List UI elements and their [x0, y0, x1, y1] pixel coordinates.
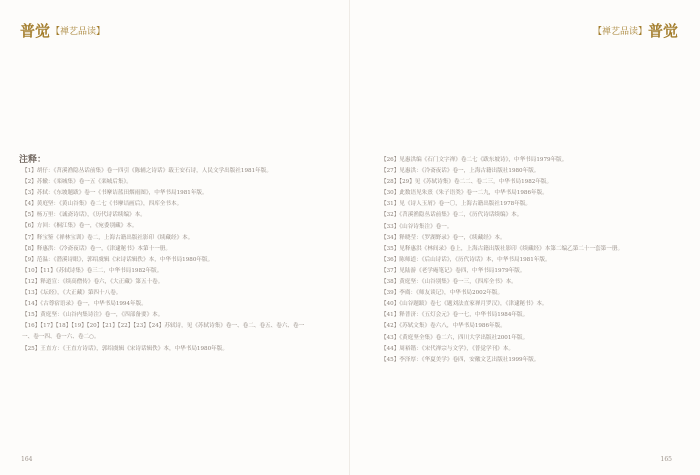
footnote-item: 【35】见释惠洪《林间录》卷上，上海古籍出版社影印《续藏经》本第二编乙第二十一套第一册。	[381, 245, 624, 252]
footnote-item: 【14】《古尊宿语录》卷一，中华书局1994年版。	[22, 301, 147, 308]
footnote-item: 【36】陈师道：《后山诗话》，《历代诗话》本，中华书局1981年版。	[381, 256, 551, 263]
footnote-item: 【41】释普济：《五灯会元》卷一七，中华书局1984年版。	[381, 312, 529, 319]
footnote-item: 【8】释惠洪：《冷斋夜话》卷一，《津逮秘书》本第十一册。	[22, 245, 171, 252]
footnote-item: 【25】王直方：《王直方诗话》，郭绍虞辑《宋诗话辑佚》本，中华书局1980年版。	[22, 345, 228, 352]
footnote-item: 【42】《苏轼文集》卷六八，中华书局1986年版。	[381, 323, 506, 330]
footnote-item: 【15】黄庭坚：《山谷内集诗注》卷一，《四部备要》本。	[22, 312, 164, 319]
footnote-item: 【40】《山谷题跋》卷七《题刘法直家禅月罗汉》，《津逮秘书》本。	[381, 301, 548, 308]
page-number: 164	[21, 456, 33, 463]
footnote-item: 【16】【17】【18】【19】【20】【21】【22】【23】【24】苏轼诗，见《苏轼诗集》卷一、卷二、卷五、卷六、卷一一、卷一四、卷一六、卷二○。	[22, 323, 305, 341]
footnote-item: 【28】【29】见《苏轼诗集》卷二二、卷二三，中华书局1982年版。	[381, 179, 553, 186]
right-page	[350, 0, 700, 475]
footnote-item: 【5】杨万里：《诚斋诗话》，《历代诗话续编》本。	[22, 212, 146, 219]
footnote-item: 【32】《苕溪渔隐丛话前集》卷二，《历代诗话续编》本。	[381, 212, 523, 219]
footnote-item: 【26】见惠洪编《石门文字禅》卷二七《跋东坡诗》，中华书局1979年版。	[381, 157, 568, 163]
footnote-item: 【7】释宝鉴《禅林宝训》卷二，上海古籍出版社影印《续藏经》本。	[22, 234, 194, 241]
section-tag: 【禅艺品读】	[592, 27, 647, 37]
footnote-item: 【39】李廌：《师友谈记》，中华书局2002年版。	[381, 290, 504, 297]
footnote-item: 【33】《山谷诗集注》卷一。	[381, 223, 453, 230]
page-number: 165	[660, 456, 672, 463]
footnote-item: 【30】此数语见朱熹《朱子语类》卷一二九，中华书局1986年版。	[381, 190, 548, 197]
footnote-item: 【45】李泽厚：《华夏美学》卷四，安徽文艺出版社1999年版。	[381, 356, 540, 363]
notes-list	[22, 166, 314, 355]
footnote-item: 【43】《黄庭坚全集》卷二六，四川大学出版社2001年版。	[381, 334, 529, 341]
footnote-item: 【31】见《诗人玉屑》卷一〇，上海古籍出版社1978年版。	[381, 201, 532, 208]
footnote-item: 【13】《坛经》，《大正藏》第四十八卷。	[22, 290, 122, 297]
brand-logo: 普觉	[647, 22, 678, 40]
footnote-item: 【12】释道宣：《续高僧传》卷六，《大正藏》第五十卷。	[22, 278, 164, 285]
left-page-header	[20, 20, 106, 41]
notes-title: 注释：	[19, 155, 47, 165]
brand-logo: 普觉	[20, 22, 51, 40]
footnote-item: 【9】范温：《潜溪诗眼》，郭绍虞辑《宋诗话辑佚》本，中华书局1980年版。	[22, 256, 214, 263]
footnote-item: 【34】释晓莹：《罗湖野录》卷一，《续藏经》本。	[381, 234, 506, 241]
footnote-item: 【38】黄庭坚：《山谷别集》卷一三，《四库全书》本。	[381, 279, 517, 286]
footnote-item: 【6】方回：《桐江集》卷一，《宛委别藏》本。	[22, 223, 138, 230]
section-tag: 【禅艺品读】	[51, 27, 106, 37]
right-page-header	[592, 20, 678, 41]
footnote-item: 【37】见陆游《老学庵笔记》卷四，中华书局1979年版。	[381, 267, 526, 274]
footnote-item: 【1】胡仔：《苕溪渔隐丛话前集》卷一四引《陈辅之诗话》载王安石诗，人民文学出版社1981年版。	[22, 168, 272, 174]
footnote-item: 【27】见惠洪：《冷斋夜话》卷一，上海古籍出版社1980年版。	[381, 168, 540, 175]
footnote-item: 【4】黄庭坚：《黄山谷集》卷二七《书摩诘画后》，四库全书本。	[22, 201, 183, 208]
footnote-item: 【3】苏轼：《东坡题跋》卷一《书摩诘蓝田烟雨图》，中华书局1981年版。	[22, 190, 208, 197]
footnote-item: 【44】周裕锴：《宋代禅宗与文学》，《普觉学刊》本。	[381, 345, 514, 352]
footnote-item: 【2】苏辙：《栾城集》卷一五《栾城后集》。	[22, 179, 132, 186]
notes-list	[381, 155, 673, 366]
footnote-item: 【10】【11】《苏轼诗集》卷三二，中华书局1982年版。	[22, 267, 163, 274]
